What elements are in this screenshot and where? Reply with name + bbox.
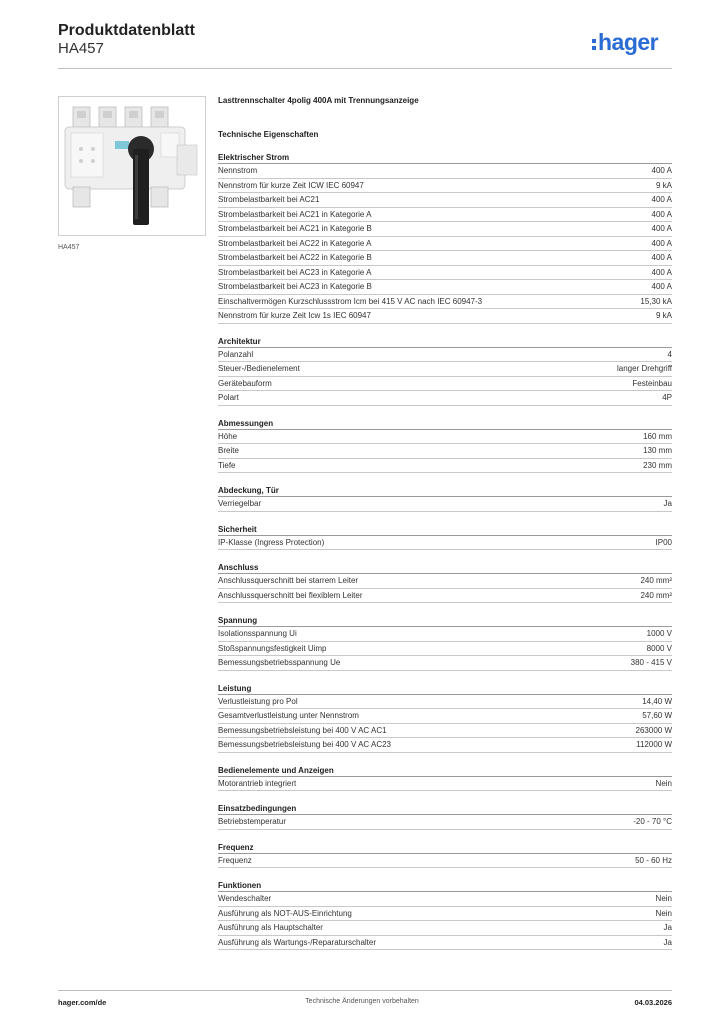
property-row bbox=[218, 497, 672, 512]
property-row bbox=[218, 208, 672, 223]
section-title: Architektur bbox=[218, 336, 672, 348]
property-label: Isolationsspannung Ui bbox=[218, 629, 297, 639]
property-label: IP-Klasse (Ingress Protection) bbox=[218, 537, 325, 547]
property-value: 400 A bbox=[651, 267, 672, 277]
property-row bbox=[218, 309, 672, 324]
property-value: 130 mm bbox=[643, 446, 672, 456]
property-label: Breite bbox=[218, 446, 239, 456]
property-label: Bemessungsbetriebsleistung bei 400 V AC AC23 bbox=[218, 740, 391, 750]
property-section bbox=[218, 842, 672, 869]
property-value: 240 mm² bbox=[640, 590, 672, 600]
property-value: IP00 bbox=[655, 537, 672, 547]
property-row bbox=[218, 251, 672, 266]
section-title: Anschluss bbox=[218, 562, 672, 574]
property-label: Verlustleistung pro Pol bbox=[218, 696, 298, 706]
property-row bbox=[218, 430, 672, 445]
property-section bbox=[218, 803, 672, 830]
property-row bbox=[218, 936, 672, 951]
property-label: Anschlussquerschnitt bei starrem Leiter bbox=[218, 576, 359, 586]
property-row bbox=[218, 815, 672, 830]
property-value: Festeinbau bbox=[632, 378, 672, 388]
document-title: Produktdatenblatt bbox=[58, 22, 195, 39]
property-label: Verriegelbar bbox=[218, 499, 262, 509]
logo-dots-icon bbox=[592, 39, 596, 50]
section-title: Spannung bbox=[218, 615, 672, 627]
property-label: Bemessungsbetriebsspannung Ue bbox=[218, 658, 341, 668]
property-label: Strombelastbarkeit bei AC23 in Kategorie A bbox=[218, 267, 372, 277]
property-row bbox=[218, 222, 672, 237]
hager-logo bbox=[592, 28, 658, 56]
property-value: Nein bbox=[655, 894, 672, 904]
property-section bbox=[218, 336, 672, 406]
datasheet-content bbox=[218, 96, 672, 950]
property-row bbox=[218, 391, 672, 406]
property-value: 50 - 60 Hz bbox=[635, 855, 672, 865]
property-row bbox=[218, 589, 672, 604]
property-label: Steuer-/Bedienelement bbox=[218, 364, 300, 374]
property-value: 400 A bbox=[651, 209, 672, 219]
property-section bbox=[218, 418, 672, 474]
property-value: 400 A bbox=[651, 224, 672, 234]
footer-website: hager.com/de bbox=[58, 998, 107, 1007]
property-label: Gesamtverlustleistung unter Nennstrom bbox=[218, 711, 359, 721]
property-row bbox=[218, 695, 672, 710]
property-row bbox=[218, 237, 672, 252]
property-value: Ja bbox=[663, 499, 672, 509]
property-label: Polart bbox=[218, 393, 239, 403]
section-title: Einsatzbedingungen bbox=[218, 803, 672, 815]
section-title: Frequenz bbox=[218, 842, 672, 854]
property-row bbox=[218, 459, 672, 474]
property-value: 4 bbox=[667, 349, 672, 359]
property-value: 380 - 415 V bbox=[630, 658, 672, 668]
property-row bbox=[218, 777, 672, 792]
property-value: 240 mm² bbox=[640, 576, 672, 586]
section-title: Elektrischer Strom bbox=[218, 152, 672, 164]
property-value: Ja bbox=[663, 937, 672, 947]
section-title: Abdeckung, Tür bbox=[218, 485, 672, 497]
property-label: Wendeschalter bbox=[218, 894, 272, 904]
property-section bbox=[218, 615, 672, 671]
property-value: 1000 V bbox=[646, 629, 672, 639]
property-value: langer Drehgriff bbox=[617, 364, 672, 374]
footer-disclaimer: Technische Änderungen vorbehalten bbox=[305, 998, 419, 1005]
property-label: Polanzahl bbox=[218, 349, 254, 359]
footer-date: 04.03.2026 bbox=[634, 998, 672, 1007]
property-value: 400 A bbox=[651, 195, 672, 205]
property-value: 15,30 kA bbox=[640, 296, 672, 306]
property-label: Nennstrom für kurze Zeit ICW IEC 60947 bbox=[218, 180, 364, 190]
property-label: Strombelastbarkeit bei AC23 in Kategorie B bbox=[218, 282, 372, 292]
property-row bbox=[218, 738, 672, 753]
logo-text: hager bbox=[598, 28, 659, 55]
property-row bbox=[218, 642, 672, 657]
property-section bbox=[218, 562, 672, 603]
property-value: Nein bbox=[655, 908, 672, 918]
property-row bbox=[218, 907, 672, 922]
property-row bbox=[218, 179, 672, 194]
switch-disconnector-illustration bbox=[59, 97, 205, 235]
property-value: 9 kA bbox=[655, 311, 672, 321]
property-row bbox=[218, 377, 672, 392]
property-value: 400 A bbox=[651, 238, 672, 248]
property-label: Betriebstemperatur bbox=[218, 817, 287, 827]
property-section bbox=[218, 765, 672, 792]
property-value: 9 kA bbox=[655, 180, 672, 190]
property-row bbox=[218, 574, 672, 589]
section-title: Abmessungen bbox=[218, 418, 672, 430]
property-label: Motorantrieb integriert bbox=[218, 778, 297, 788]
property-label: Strombelastbarkeit bei AC21 bbox=[218, 195, 320, 205]
image-caption: HA457 bbox=[58, 244, 80, 251]
property-row bbox=[218, 854, 672, 869]
property-value: 160 mm bbox=[643, 431, 672, 441]
property-row bbox=[218, 193, 672, 208]
property-value: -20 - 70 °C bbox=[633, 817, 672, 827]
property-value: Ja bbox=[663, 923, 672, 933]
property-value: 400 A bbox=[651, 166, 672, 176]
property-row bbox=[218, 709, 672, 724]
property-value: 400 A bbox=[651, 253, 672, 263]
property-value: 400 A bbox=[651, 282, 672, 292]
property-value: 8000 V bbox=[646, 643, 672, 653]
property-row bbox=[218, 444, 672, 459]
property-label: Nennstrom für kurze Zeit Icw 1s IEC 60947 bbox=[218, 311, 371, 321]
section-title: Leistung bbox=[218, 683, 672, 695]
product-image bbox=[58, 96, 206, 236]
property-label: Strombelastbarkeit bei AC21 in Kategorie B bbox=[218, 224, 372, 234]
property-row bbox=[218, 348, 672, 363]
product-title: Lasttrennschalter 4polig 400A mit Trennungsanzeige bbox=[218, 96, 419, 105]
article-number: HA457 bbox=[58, 40, 104, 57]
property-row bbox=[218, 627, 672, 642]
property-row bbox=[218, 280, 672, 295]
property-label: Gerätebauform bbox=[218, 378, 272, 388]
property-value: 263000 W bbox=[635, 725, 672, 735]
property-row bbox=[218, 295, 672, 310]
property-row bbox=[218, 921, 672, 936]
property-value: 112000 W bbox=[636, 740, 672, 750]
property-row bbox=[218, 656, 672, 671]
property-sections bbox=[218, 152, 672, 950]
property-row bbox=[218, 892, 672, 907]
property-label: Strombelastbarkeit bei AC22 in Kategorie B bbox=[218, 253, 372, 263]
property-label: Bemessungsbetriebsleistung bei 400 V AC AC1 bbox=[218, 725, 387, 735]
property-section bbox=[218, 152, 672, 324]
technical-properties-heading: Technische Eigenschaften bbox=[218, 130, 319, 139]
property-label: Tiefe bbox=[218, 460, 236, 470]
property-section bbox=[218, 524, 672, 551]
property-label: Anschlussquerschnitt bei flexiblem Leiter bbox=[218, 590, 363, 600]
property-label: Höhe bbox=[218, 431, 238, 441]
property-label: Frequenz bbox=[218, 855, 252, 865]
property-value: 230 mm bbox=[643, 460, 672, 470]
property-row bbox=[218, 266, 672, 281]
section-title: Funktionen bbox=[218, 880, 672, 892]
property-row bbox=[218, 164, 672, 179]
property-value: 4P bbox=[662, 393, 672, 403]
property-label: Ausführung als Hauptschalter bbox=[218, 923, 323, 933]
property-label: Strombelastbarkeit bei AC21 in Kategorie A bbox=[218, 209, 372, 219]
property-row bbox=[218, 362, 672, 377]
property-section bbox=[218, 880, 672, 950]
property-row bbox=[218, 724, 672, 739]
property-label: Ausführung als Wartungs-/Reparaturschalter bbox=[218, 937, 376, 947]
section-title: Sicherheit bbox=[218, 524, 672, 536]
property-value: 14,40 W bbox=[642, 696, 672, 706]
section-title: Bedienelemente und Anzeigen bbox=[218, 765, 672, 777]
property-label: Strombelastbarkeit bei AC22 in Kategorie A bbox=[218, 238, 372, 248]
property-label: Nennstrom bbox=[218, 166, 258, 176]
property-label: Stoßspannungsfestigkeit Uimp bbox=[218, 643, 327, 653]
property-row bbox=[218, 536, 672, 551]
property-label: Einschaltvermögen Kurzschlussstrom Icm bei 415 V AC nach IEC 60947-3 bbox=[218, 296, 483, 306]
property-value: 57,60 W bbox=[642, 711, 672, 721]
property-section bbox=[218, 683, 672, 753]
header-divider bbox=[58, 68, 672, 69]
property-value: Nein bbox=[655, 778, 672, 788]
property-section bbox=[218, 485, 672, 512]
footer-divider bbox=[58, 990, 672, 991]
property-label: Ausführung als NOT-AUS-Einrichtung bbox=[218, 908, 352, 918]
